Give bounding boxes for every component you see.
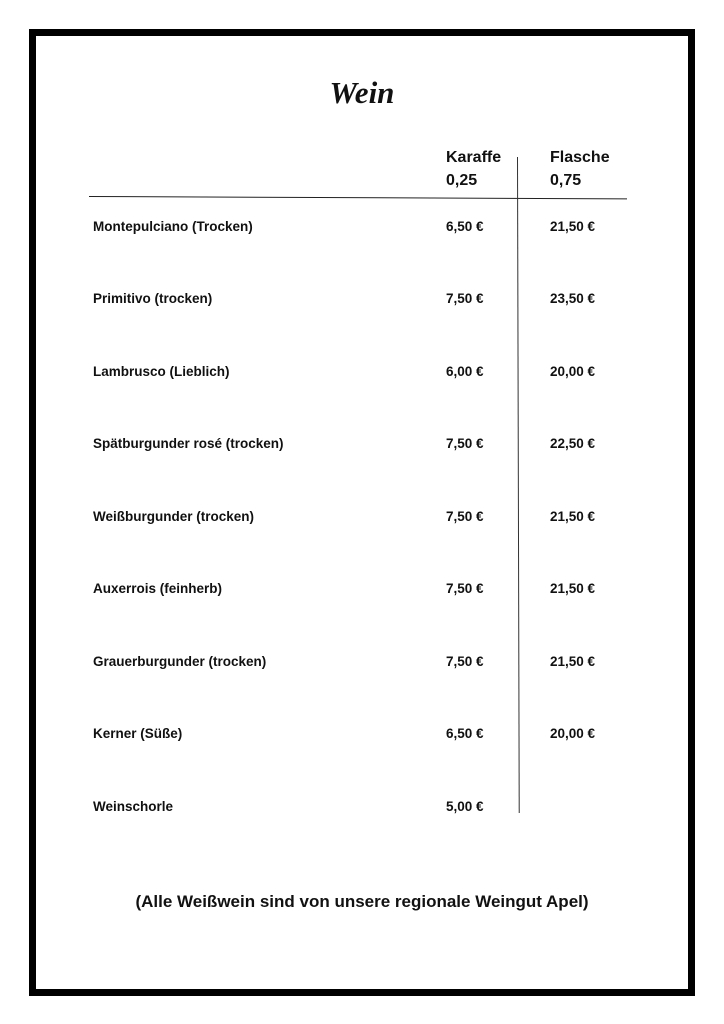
wine-name: Primitivo (trocken)	[93, 291, 213, 306]
wine-row	[0, 509, 724, 529]
wine-name: Weinschorle	[93, 799, 174, 814]
wine-row	[0, 436, 724, 456]
karaffe-price: 7,50 €	[446, 654, 484, 669]
karaffe-price: 7,50 €	[446, 291, 484, 306]
column-header-flasche	[550, 146, 610, 192]
wine-row	[0, 364, 724, 384]
flasche-price: 21,50 €	[550, 509, 596, 524]
karaffe-price: 7,50 €	[446, 581, 484, 596]
karaffe-price: 6,50 €	[446, 219, 484, 234]
wine-name: Spätburgunder rosé (trocken)	[93, 436, 284, 451]
wine-row	[0, 219, 724, 239]
karaffe-price: 5,00 €	[446, 799, 484, 814]
wine-row	[0, 291, 724, 311]
flasche-price: 20,00 €	[550, 364, 596, 379]
wine-row	[0, 726, 724, 746]
flasche-price: 21,50 €	[550, 581, 596, 596]
wine-name: Kerner (Süße)	[93, 726, 183, 741]
karaffe-size: 0,25	[446, 172, 478, 189]
karaffe-label: Karaffe	[446, 149, 502, 166]
wine-name: Auxerrois (feinherb)	[93, 581, 223, 596]
karaffe-price: 7,50 €	[446, 436, 484, 451]
flasche-size: 0,75	[550, 172, 582, 189]
wine-name: Grauerburgunder (trocken)	[93, 654, 267, 669]
wine-row	[0, 581, 724, 601]
flasche-price: 23,50 €	[550, 291, 596, 306]
column-header-karaffe	[446, 146, 501, 192]
karaffe-price: 6,00 €	[446, 364, 484, 379]
flasche-price: 21,50 €	[550, 219, 596, 234]
flasche-price: 22,50 €	[550, 436, 596, 451]
flasche-label: Flasche	[550, 149, 610, 166]
karaffe-price: 6,50 €	[446, 726, 484, 741]
flasche-price: 21,50 €	[550, 654, 596, 669]
menu-title: Wein	[329, 75, 395, 110]
flasche-price: 20,00 €	[550, 726, 596, 741]
footer-note: (Alle Weißwein sind von unsere regionale Weingut Apel)	[135, 892, 589, 911]
wine-name: Montepulciano (Trocken)	[93, 219, 253, 234]
wine-name: Lambrusco (Lieblich)	[93, 364, 230, 379]
karaffe-price: 7,50 €	[446, 509, 484, 524]
wine-name: Weißburgunder (trocken)	[93, 509, 255, 524]
wine-row	[0, 799, 724, 819]
wine-row	[0, 654, 724, 674]
